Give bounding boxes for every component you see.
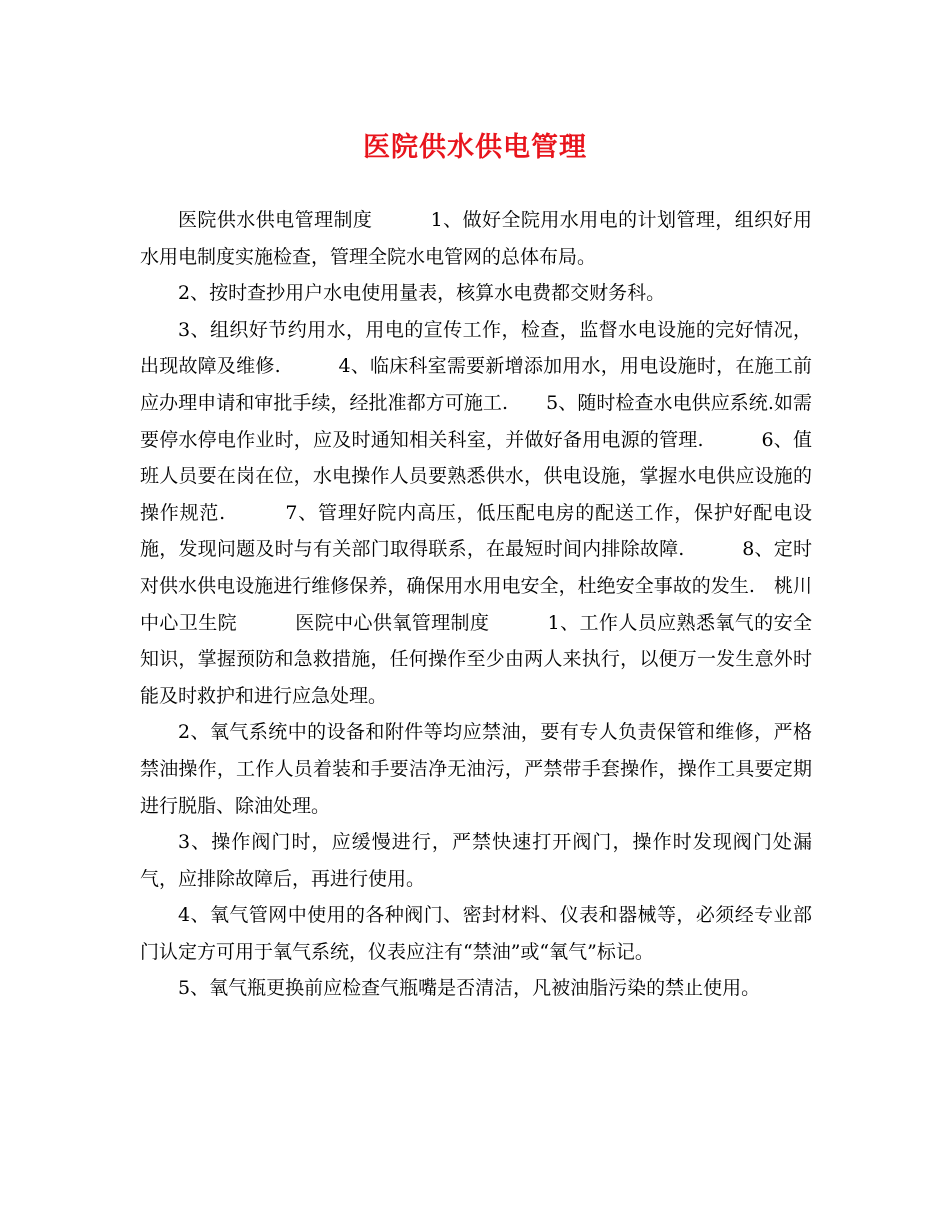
paragraph-7: 5、氧气瓶更换前应检查气瓶嘴是否清洁，凡被油脂污染的禁止使用。 [178, 977, 761, 1000]
paragraph-6: 4、氧气管网中使用的各种阀门、密封材料、仪表和器械等，必须经专业部门认定方可用于氧气系统，仪表应注有“禁油”或“氧气”标记。 [140, 904, 812, 963]
document-title: 医院供水供电管理 [363, 132, 587, 163]
paragraph-1: 医院供水供电管理制度 1、做好全院用水用电的计划管理，组织好用水用电制度实施检查，管理全院水电管网的总体布局。 [140, 209, 812, 268]
paragraph-5: 3、操作阀门时，应缓慢进行，严禁快速打开阀门，操作时发现阀门处漏气，应排除故障后，再进行使用。 [140, 831, 812, 890]
paragraph-2: 2、按时查抄用户水电使用量表，核算水电费都交财务科。 [178, 282, 666, 305]
paragraph-4: 2、氧气系统中的设备和附件等均应禁油，要有专人负责保管和维修，严格禁油操作，工作人员着装和手要洁净无油污，严禁带手套操作，操作工具要定期进行脱脂、除油处理。 [140, 721, 812, 817]
document-body [140, 202, 812, 1007]
paragraph-3: 3、组织好节约用水，用电的宣传工作，检查，监督水电设施的完好情况，出现故障及维修. 4、临床科室需要新增添加用水，用电设施时，在施工前应办理申请和审批手续，经批准都方可施工. 5、随时检查水电供应系统.如需要停水停电作业时，应及时通知相关科室，并做好备用电源的管理. 6、值班人员要在岗在位，水电操作人员要熟悉供水，供电设施，掌握水电供应设施的操作规范. 7、管理好院内高压，低压配电房的配送工作，保护好配电设施，发现问题及时与有关部门取得联系，在最短时间内排除故障. 8、定时对供水供电设施进行维修保养，确保用水用电安全，杜绝安全事故的发生. 桃川中心卫生院 医院中心供氧管理制度 1、工作人员应熟悉氧气的安全知识，掌握预防和急救措施，任何操作至少由两人来执行，以便万一发生意外时能及时救护和进行应急处理。 [140, 318, 812, 707]
